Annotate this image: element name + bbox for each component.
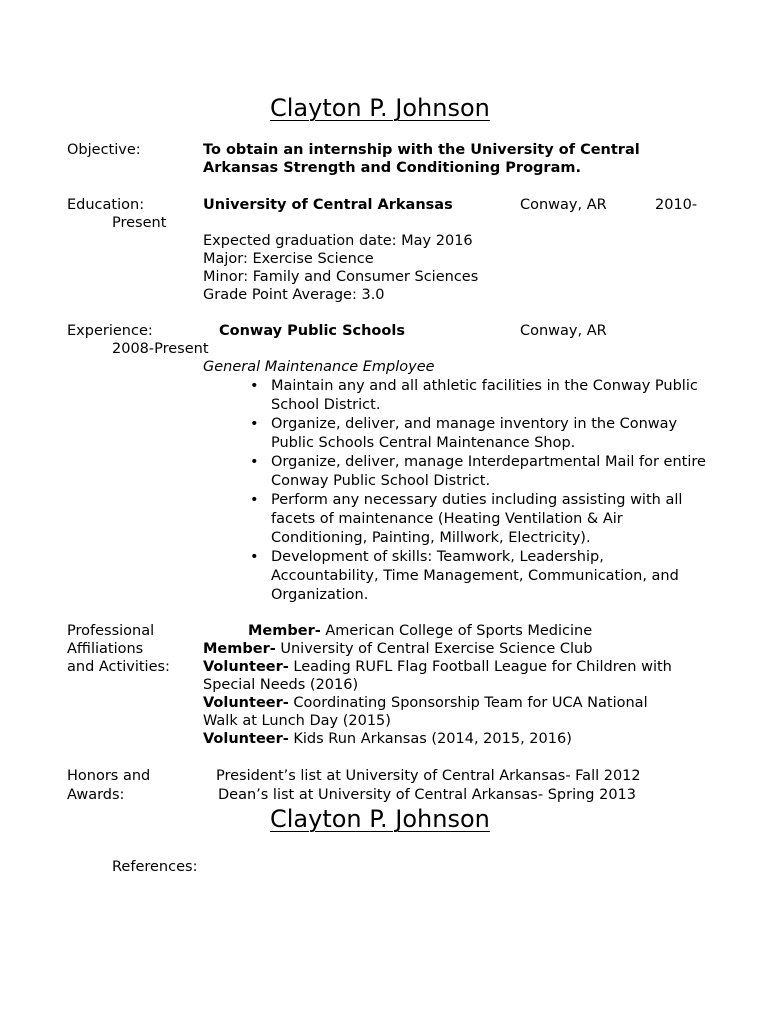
affiliations-label-line: and Activities: <box>67 659 170 675</box>
experience-role: General Maintenance Employee <box>203 359 435 375</box>
education-dates-end: Present <box>112 215 167 231</box>
duty-list-item: • Organize, deliver, manage Interdepartmental Mail for entire Conway Public School District. <box>250 453 710 491</box>
affiliation-text: University of Central Exercise Science Club <box>280 641 593 657</box>
duty-list-item: • Perform any necessary duties including assisting with all facets of maintenance (Heating Ventilation & Air Conditioning, Painting, Millwork, Electricity). <box>250 491 710 548</box>
duty-list-item: • Development of skills: Teamwork, Leadership, Accountability, Time Management, Communication, and Organization. <box>250 548 710 605</box>
affiliation-text: Coordinating Sponsorship Team for UCA National <box>293 695 648 711</box>
affiliations-label-line: Professional <box>67 623 155 639</box>
affiliation-item <box>203 640 592 658</box>
education-detail: Expected graduation date: May 2016 <box>203 233 473 249</box>
affiliation-item <box>203 730 572 748</box>
experience-employer: Conway Public Schools <box>219 323 405 339</box>
honors-label-line: Awards: <box>67 787 125 803</box>
honor-item: President’s list at University of Central Arkansas- Fall 2012 <box>216 768 641 784</box>
affiliation-text: Kids Run Arkansas (2014, 2015, 2016) <box>293 731 572 747</box>
affiliation-role: Volunteer- <box>203 659 289 675</box>
objective-label: Objective: <box>67 142 141 158</box>
affiliation-text: Leading RUFL Flag Football League for Children with <box>293 659 672 675</box>
education-school: University of Central Arkansas <box>203 197 453 213</box>
duty-list-item: • Maintain any and all athletic facilities in the Conway Public School District. <box>250 377 710 415</box>
experience-location: Conway, AR <box>520 323 607 339</box>
affiliation-text: American College of Sports Medicine <box>325 623 593 639</box>
affiliation-item <box>203 694 648 712</box>
affiliation-role: Volunteer- <box>203 695 289 711</box>
resume-name-heading: Clayton P. Johnson <box>270 94 490 122</box>
affiliation-continuation: Walk at Lunch Day (2015) <box>203 713 391 729</box>
affiliation-role: Member- <box>248 623 321 639</box>
honors-label-line: Honors and <box>67 768 151 784</box>
objective-line-2: Arkansas Strength and Conditioning Program. <box>203 160 581 176</box>
references-label: References: <box>112 859 198 875</box>
affiliation-item <box>248 622 592 640</box>
experience-duties-list <box>250 377 710 605</box>
affiliation-role: Member- <box>203 641 276 657</box>
experience-label: Experience: <box>67 323 153 339</box>
objective-line-1: To obtain an internship with the University of Central <box>203 142 640 158</box>
education-detail: Minor: Family and Consumer Sciences <box>203 269 479 285</box>
affiliations-label-line: Affiliations <box>67 641 144 657</box>
education-label: Education: <box>67 197 145 213</box>
affiliation-role: Volunteer- <box>203 731 289 747</box>
duty-list-item: • Organize, deliver, and manage inventory in the Conway Public Schools Central Maintenance Shop. <box>250 415 710 453</box>
education-dates-start: 2010- <box>655 197 698 213</box>
page2-name-heading: Clayton P. Johnson <box>270 805 490 833</box>
experience-dates: 2008-Present <box>112 341 209 357</box>
affiliation-continuation: Special Needs (2016) <box>203 677 359 693</box>
education-detail: Grade Point Average: 3.0 <box>203 287 385 303</box>
education-detail: Major: Exercise Science <box>203 251 374 267</box>
affiliation-item <box>203 658 672 676</box>
honor-item: Dean’s list at University of Central Arkansas- Spring 2013 <box>218 787 637 803</box>
education-location: Conway, AR <box>520 197 607 213</box>
